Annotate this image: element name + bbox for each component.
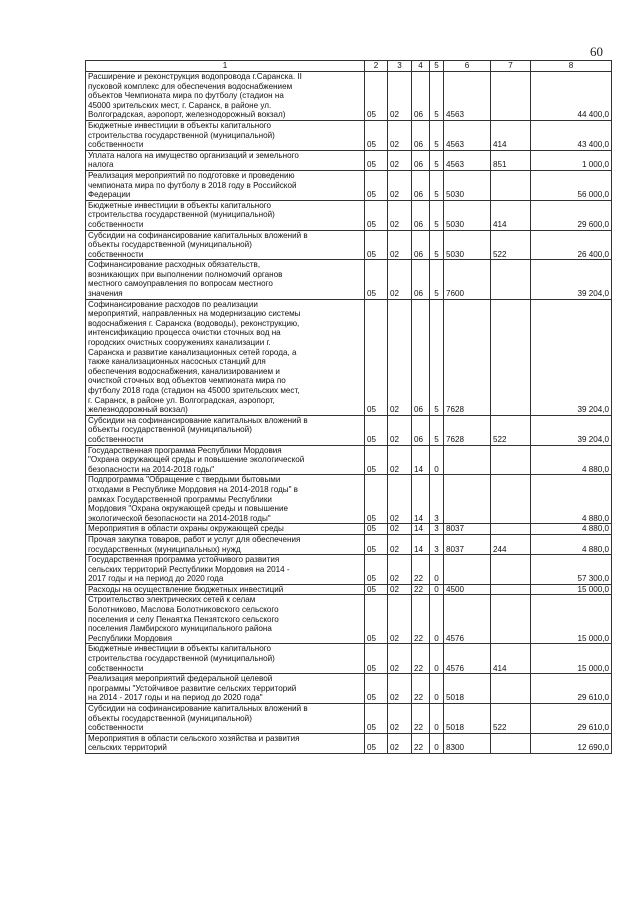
section-code-cell: 05 <box>365 150 388 170</box>
target-item-code-cell <box>444 445 491 475</box>
program-code-cell: 06 <box>412 72 430 121</box>
program-code-cell: 06 <box>412 200 430 230</box>
subprogram-code-cell: 0 <box>430 644 444 674</box>
row-description-cell: Реализация мероприятий по подготовке и проведению чемпионата мира по футболу в 2018 году в Российской Федерации <box>86 170 365 200</box>
section-code-cell: 05 <box>365 299 388 415</box>
subsection-code-cell: 02 <box>388 584 412 595</box>
row-description-cell: Бюджетные инвестиции в объекты капитального строительства государственной (муниципальной) собственности <box>86 200 365 230</box>
subsection-code-cell: 02 <box>388 644 412 674</box>
expense-type-code-cell: 244 <box>491 534 531 554</box>
program-code-cell: 22 <box>412 704 430 734</box>
section-code-cell: 05 <box>365 644 388 674</box>
amount-cell: 39 204,0 <box>531 299 612 415</box>
target-item-code-cell: 5030 <box>444 230 491 260</box>
table-row <box>86 534 612 554</box>
table-row <box>86 72 612 121</box>
target-item-code-cell: 8037 <box>444 534 491 554</box>
row-description-cell: Бюджетные инвестиции в объекты капитального строительства государственной (муниципальной) собственности <box>86 644 365 674</box>
program-code-cell: 14 <box>412 534 430 554</box>
table-row <box>86 200 612 230</box>
target-item-code-cell: 7628 <box>444 299 491 415</box>
expense-type-code-cell <box>491 260 531 299</box>
amount-cell: 15 000,0 <box>531 584 612 595</box>
amount-cell: 15 000,0 <box>531 595 612 644</box>
subprogram-code-cell: 0 <box>430 674 444 704</box>
amount-cell: 29 610,0 <box>531 704 612 734</box>
row-description-cell: Реализация мероприятий федеральной целевой программы "Устойчивое развитие сельских территорий на 2014 - 2017 годы и на период до 2020 года" <box>86 674 365 704</box>
column-header: 2 <box>365 61 388 72</box>
column-header: 7 <box>491 61 531 72</box>
program-code-cell: 06 <box>412 120 430 150</box>
row-description-cell: Субсидии на софинансирование капитальных вложений в объекты государственной (муниципальной) собственности <box>86 704 365 734</box>
subsection-code-cell: 02 <box>388 200 412 230</box>
expense-type-code-cell: 522 <box>491 230 531 260</box>
program-code-cell: 14 <box>412 524 430 535</box>
program-code-cell: 06 <box>412 150 430 170</box>
section-code-cell: 05 <box>365 595 388 644</box>
table-row <box>86 704 612 734</box>
target-item-code-cell: 8037 <box>444 524 491 535</box>
subprogram-code-cell: 5 <box>430 170 444 200</box>
target-item-code-cell <box>444 555 491 585</box>
subprogram-code-cell: 5 <box>430 120 444 150</box>
section-code-cell: 05 <box>365 534 388 554</box>
row-description-cell: Расширение и реконструкция водопровода г.Саранска. II пусковой комплекс для обеспечения водоснабжением объектов Чемпионата мира по футболу (стадион на 45000 зрительских мест, г. Саранск, в районе ул. Волгоградская, аэропорт, железнодорожный вокзал) <box>86 72 365 121</box>
subprogram-code-cell: 5 <box>430 72 444 121</box>
budget-table <box>85 60 612 754</box>
expense-type-code-cell <box>491 475 531 524</box>
target-item-code-cell <box>444 475 491 524</box>
subsection-code-cell: 02 <box>388 595 412 644</box>
table-body <box>86 72 612 754</box>
subprogram-code-cell: 5 <box>430 230 444 260</box>
amount-cell: 1 000,0 <box>531 150 612 170</box>
table-row <box>86 595 612 644</box>
subsection-code-cell: 02 <box>388 534 412 554</box>
expense-type-code-cell: 522 <box>491 704 531 734</box>
table-row <box>86 260 612 299</box>
program-code-cell: 14 <box>412 445 430 475</box>
section-code-cell: 05 <box>365 555 388 585</box>
program-code-cell: 22 <box>412 555 430 585</box>
subsection-code-cell: 02 <box>388 72 412 121</box>
section-code-cell: 05 <box>365 524 388 535</box>
target-item-code-cell: 5018 <box>444 704 491 734</box>
amount-cell: 12 690,0 <box>531 733 612 753</box>
table-row <box>86 230 612 260</box>
subprogram-code-cell: 0 <box>430 595 444 644</box>
column-header: 4 <box>412 61 430 72</box>
section-code-cell: 05 <box>365 584 388 595</box>
subsection-code-cell: 02 <box>388 733 412 753</box>
page-number: 60 <box>590 44 603 59</box>
program-code-cell: 14 <box>412 475 430 524</box>
section-code-cell: 05 <box>365 200 388 230</box>
table-row <box>86 475 612 524</box>
expense-type-code-cell <box>491 170 531 200</box>
table-row <box>86 170 612 200</box>
target-item-code-cell: 8300 <box>444 733 491 753</box>
expense-type-code-cell: 522 <box>491 415 531 445</box>
amount-cell: 4 880,0 <box>531 524 612 535</box>
table-row <box>86 524 612 535</box>
amount-cell: 39 204,0 <box>531 415 612 445</box>
program-code-cell: 06 <box>412 170 430 200</box>
row-description-cell: Уплата налога на имущество организаций и земельного налога <box>86 150 365 170</box>
subprogram-code-cell: 5 <box>430 415 444 445</box>
expense-type-code-cell: 851 <box>491 150 531 170</box>
table-header-row <box>86 61 612 72</box>
target-item-code-cell: 4563 <box>444 72 491 121</box>
subprogram-code-cell: 3 <box>430 475 444 524</box>
expense-type-code-cell <box>491 72 531 121</box>
row-description-cell: Подпрограмма "Обращение с твердыми бытовыми отходами в Республике Мордовия на 2014-2018 годы" в рамках Государственной программы Республики Мордовия "Охрана окружающей среды и повышение экологической безопасности на 2014-2018 годы" <box>86 475 365 524</box>
subprogram-code-cell: 5 <box>430 299 444 415</box>
subprogram-code-cell: 0 <box>430 733 444 753</box>
amount-cell: 44 400,0 <box>531 72 612 121</box>
amount-cell: 29 610,0 <box>531 674 612 704</box>
section-code-cell: 05 <box>365 72 388 121</box>
subprogram-code-cell: 0 <box>430 584 444 595</box>
program-code-cell: 06 <box>412 260 430 299</box>
section-code-cell: 05 <box>365 260 388 299</box>
subsection-code-cell: 02 <box>388 299 412 415</box>
column-header: 3 <box>388 61 412 72</box>
section-code-cell: 05 <box>365 704 388 734</box>
row-description-cell: Софинансирование расходных обязательств, возникающих при выполнении полномочий органов местного самоуправления по вопросам местного значения <box>86 260 365 299</box>
section-code-cell: 05 <box>365 733 388 753</box>
table-row <box>86 299 612 415</box>
expense-type-code-cell: 414 <box>491 644 531 674</box>
subsection-code-cell: 02 <box>388 524 412 535</box>
program-code-cell: 22 <box>412 644 430 674</box>
program-code-cell: 06 <box>412 415 430 445</box>
table-row <box>86 674 612 704</box>
column-header: 5 <box>430 61 444 72</box>
section-code-cell: 05 <box>365 230 388 260</box>
expense-type-code-cell: 414 <box>491 200 531 230</box>
target-item-code-cell: 4563 <box>444 150 491 170</box>
expense-type-code-cell <box>491 445 531 475</box>
table-row <box>86 150 612 170</box>
subprogram-code-cell: 5 <box>430 200 444 230</box>
subprogram-code-cell: 5 <box>430 260 444 299</box>
subprogram-code-cell: 3 <box>430 534 444 554</box>
table-row <box>86 555 612 585</box>
row-description-cell: Строительство электрических сетей к селам Болотниково, Маслова Болотниковского сельского поселения и селу Пенаятка Пензятского сельского поселения Ламбирского муниципального района Республики Мордовия <box>86 595 365 644</box>
row-description-cell: Расходы на осуществление бюджетных инвестиций <box>86 584 365 595</box>
subprogram-code-cell: 0 <box>430 555 444 585</box>
section-code-cell: 05 <box>365 170 388 200</box>
amount-cell: 29 600,0 <box>531 200 612 230</box>
amount-cell: 4 880,0 <box>531 534 612 554</box>
target-item-code-cell: 4563 <box>444 120 491 150</box>
subsection-code-cell: 02 <box>388 260 412 299</box>
target-item-code-cell: 7600 <box>444 260 491 299</box>
subsection-code-cell: 02 <box>388 555 412 585</box>
target-item-code-cell: 4576 <box>444 595 491 644</box>
subprogram-code-cell: 0 <box>430 445 444 475</box>
expense-type-code-cell <box>491 555 531 585</box>
row-description-cell: Софинансирование расходов по реализации мероприятий, направленных на модернизацию системы водоснабжения г. Саранска (водоводы), реконструкцию, интенсификацию процесса очистки сточных вод на городских очистных сооружениях канализации г. Саранска и развитие канализационных сетей города, а также канализационных насосных станций для обеспечения водоснабжения, канализированием и очисткой сточных вод объектов чемпионата мира по футболу 2018 года (стадион на 45000 зрительских мест, г. Саранск, в районе ул. Волгоградская, аэропорт, железнодорожный вокзал) <box>86 299 365 415</box>
subprogram-code-cell: 0 <box>430 704 444 734</box>
table-row <box>86 445 612 475</box>
amount-cell: 26 400,0 <box>531 230 612 260</box>
section-code-cell: 05 <box>365 445 388 475</box>
table-row <box>86 415 612 445</box>
program-code-cell: 22 <box>412 674 430 704</box>
table-row <box>86 120 612 150</box>
subsection-code-cell: 02 <box>388 704 412 734</box>
row-description-cell: Бюджетные инвестиции в объекты капитального строительства государственной (муниципальной) собственности <box>86 120 365 150</box>
amount-cell: 4 880,0 <box>531 445 612 475</box>
table-row <box>86 644 612 674</box>
target-item-code-cell: 7628 <box>444 415 491 445</box>
row-description-cell: Субсидии на софинансирование капитальных вложений в объекты государственной (муниципальной) собственности <box>86 230 365 260</box>
section-code-cell: 05 <box>365 674 388 704</box>
subprogram-code-cell: 5 <box>430 150 444 170</box>
row-description-cell: Прочая закупка товаров, работ и услуг для обеспечения государственных (муниципальных) нужд <box>86 534 365 554</box>
expense-type-code-cell <box>491 674 531 704</box>
subsection-code-cell: 02 <box>388 150 412 170</box>
expense-type-code-cell: 414 <box>491 120 531 150</box>
row-description-cell: Государственная программа устойчивого развития сельских территорий Республики Мордовия на 2014 - 2017 годы и на период до 2020 года <box>86 555 365 585</box>
target-item-code-cell: 5030 <box>444 200 491 230</box>
target-item-code-cell: 5030 <box>444 170 491 200</box>
table-row <box>86 733 612 753</box>
expense-type-code-cell <box>491 733 531 753</box>
program-code-cell: 22 <box>412 584 430 595</box>
subsection-code-cell: 02 <box>388 230 412 260</box>
table-row <box>86 584 612 595</box>
program-code-cell: 22 <box>412 733 430 753</box>
subsection-code-cell: 02 <box>388 120 412 150</box>
target-item-code-cell: 5018 <box>444 674 491 704</box>
subsection-code-cell: 02 <box>388 415 412 445</box>
target-item-code-cell: 4500 <box>444 584 491 595</box>
amount-cell: 43 400,0 <box>531 120 612 150</box>
amount-cell: 15 000,0 <box>531 644 612 674</box>
program-code-cell: 06 <box>412 230 430 260</box>
section-code-cell: 05 <box>365 120 388 150</box>
program-code-cell: 06 <box>412 299 430 415</box>
row-description-cell: Субсидии на софинансирование капитальных вложений в объекты государственной (муниципальной) собственности <box>86 415 365 445</box>
subsection-code-cell: 02 <box>388 475 412 524</box>
expense-type-code-cell <box>491 595 531 644</box>
expense-type-code-cell <box>491 584 531 595</box>
amount-cell: 57 300,0 <box>531 555 612 585</box>
row-description-cell: Государственная программа Республики Мордовия "Охрана окружающей среды и повышение экологической безопасности на 2014-2018 годы" <box>86 445 365 475</box>
row-description-cell: Мероприятия в области охраны окружающей среды <box>86 524 365 535</box>
amount-cell: 56 000,0 <box>531 170 612 200</box>
column-header: 8 <box>531 61 612 72</box>
expense-type-code-cell <box>491 524 531 535</box>
subsection-code-cell: 02 <box>388 445 412 475</box>
expense-type-code-cell <box>491 299 531 415</box>
section-code-cell: 05 <box>365 475 388 524</box>
column-header: 1 <box>86 61 365 72</box>
column-header: 6 <box>444 61 491 72</box>
row-description-cell: Мероприятия в области сельского хозяйства и развития сельских территорий <box>86 733 365 753</box>
section-code-cell: 05 <box>365 415 388 445</box>
amount-cell: 39 204,0 <box>531 260 612 299</box>
program-code-cell: 22 <box>412 595 430 644</box>
subsection-code-cell: 02 <box>388 674 412 704</box>
subsection-code-cell: 02 <box>388 170 412 200</box>
target-item-code-cell: 4576 <box>444 644 491 674</box>
amount-cell: 4 880,0 <box>531 475 612 524</box>
subprogram-code-cell: 3 <box>430 524 444 535</box>
